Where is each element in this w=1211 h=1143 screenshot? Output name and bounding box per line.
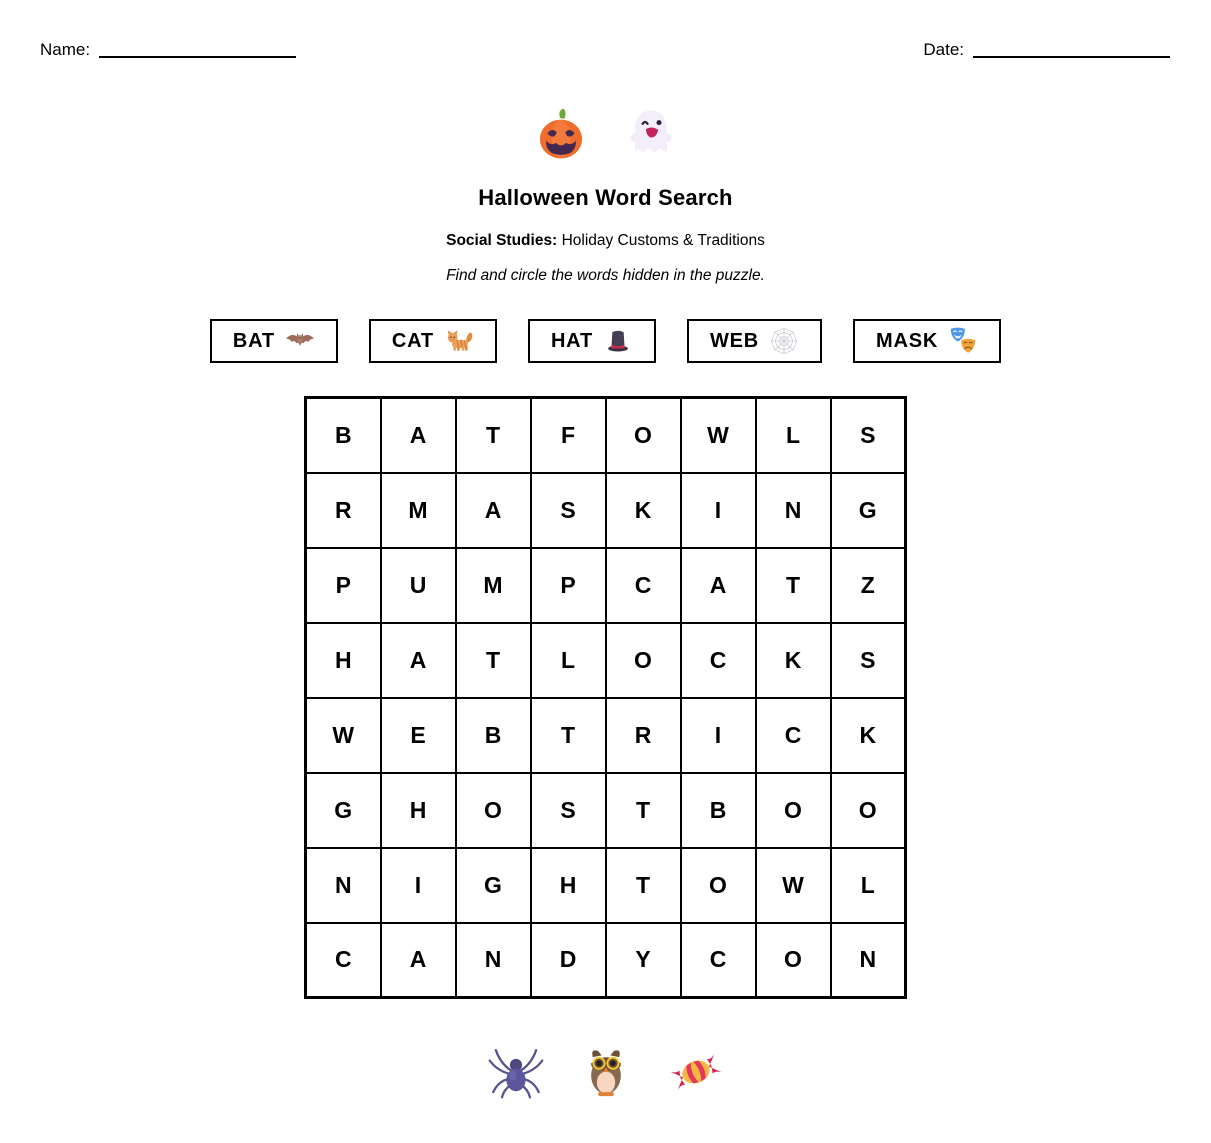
word-label: HAT xyxy=(550,329,593,352)
grid-cell-r7c3[interactable]: G xyxy=(456,848,531,923)
theater-masks-emoji xyxy=(948,326,978,356)
grid-cell-r6c6[interactable]: B xyxy=(681,773,756,848)
grid-cell-r1c8[interactable]: S xyxy=(831,398,906,473)
grid-cell-r1c7[interactable]: L xyxy=(756,398,831,473)
worksheet-title: Halloween Word Search xyxy=(478,185,733,210)
grid-cell-r4c4[interactable]: L xyxy=(531,623,606,698)
grid-row-8 xyxy=(306,923,906,998)
subject-label: Social Studies: xyxy=(446,232,558,249)
word-box-bat xyxy=(210,319,338,363)
word-box-cat xyxy=(369,319,497,363)
name-label: Name: xyxy=(40,40,91,59)
name-line[interactable] xyxy=(99,52,296,58)
jack-o-lantern-emoji xyxy=(534,105,588,163)
grid-cell-r3c6[interactable]: A xyxy=(681,548,756,623)
grid-cell-r8c3[interactable]: N xyxy=(456,923,531,998)
footer-emojis xyxy=(0,1043,1211,1101)
grid-cell-r6c4[interactable]: S xyxy=(531,773,606,848)
grid-cell-r4c5[interactable]: O xyxy=(606,623,681,698)
grid-cell-r7c7[interactable]: W xyxy=(756,848,831,923)
grid-cell-r3c2[interactable]: U xyxy=(381,548,456,623)
grid-cell-r4c2[interactable]: A xyxy=(381,623,456,698)
grid-cell-r6c3[interactable]: O xyxy=(456,773,531,848)
subject-value: Holiday Customs & Traditions xyxy=(561,232,765,249)
word-bank xyxy=(0,319,1211,363)
grid-cell-r6c2[interactable]: H xyxy=(381,773,456,848)
grid-cell-r1c6[interactable]: W xyxy=(681,398,756,473)
subject-line xyxy=(0,232,1211,250)
header-emojis xyxy=(0,105,1211,163)
bat-emoji xyxy=(285,326,315,356)
grid-cell-r3c3[interactable]: M xyxy=(456,548,531,623)
grid-cell-r7c8[interactable]: L xyxy=(831,848,906,923)
grid-cell-r2c8[interactable]: G xyxy=(831,473,906,548)
grid-cell-r7c1[interactable]: N xyxy=(306,848,381,923)
word-label: CAT xyxy=(391,329,434,352)
grid-cell-r5c5[interactable]: R xyxy=(606,698,681,773)
grid-cell-r3c7[interactable]: T xyxy=(756,548,831,623)
grid-cell-r8c5[interactable]: Y xyxy=(606,923,681,998)
grid-cell-r2c4[interactable]: S xyxy=(531,473,606,548)
grid-cell-r8c2[interactable]: A xyxy=(381,923,456,998)
grid-cell-r4c6[interactable]: C xyxy=(681,623,756,698)
grid-cell-r2c7[interactable]: N xyxy=(756,473,831,548)
date-field xyxy=(923,40,1170,59)
date-label: Date: xyxy=(923,40,964,59)
date-line[interactable] xyxy=(973,52,1170,58)
grid-cell-r1c4[interactable]: F xyxy=(531,398,606,473)
grid-row-1 xyxy=(306,398,906,473)
grid-row-4 xyxy=(306,623,906,698)
word-box-hat xyxy=(528,319,656,363)
top-hat-emoji xyxy=(603,326,633,356)
grid-cell-r4c8[interactable]: S xyxy=(831,623,906,698)
grid-cell-r5c2[interactable]: E xyxy=(381,698,456,773)
grid-cell-r2c5[interactable]: K xyxy=(606,473,681,548)
grid-cell-r7c6[interactable]: O xyxy=(681,848,756,923)
grid-cell-r5c6[interactable]: I xyxy=(681,698,756,773)
spider-emoji xyxy=(488,1043,544,1101)
candy-emoji xyxy=(668,1043,724,1101)
grid-cell-r1c1[interactable]: B xyxy=(306,398,381,473)
grid-cell-r1c5[interactable]: O xyxy=(606,398,681,473)
grid-row-3 xyxy=(306,548,906,623)
grid-cell-r6c1[interactable]: G xyxy=(306,773,381,848)
grid-cell-r8c8[interactable]: N xyxy=(831,923,906,998)
word-label: MASK xyxy=(876,329,939,352)
name-field xyxy=(40,40,296,59)
grid-cell-r5c1[interactable]: W xyxy=(306,698,381,773)
grid-row-5 xyxy=(306,698,906,773)
grid-cell-r8c6[interactable]: C xyxy=(681,923,756,998)
grid-cell-r8c1[interactable]: C xyxy=(306,923,381,998)
word-box-mask xyxy=(853,319,1001,363)
grid-cell-r3c5[interactable]: C xyxy=(606,548,681,623)
word-label: WEB xyxy=(709,329,760,352)
grid-cell-r2c3[interactable]: A xyxy=(456,473,531,548)
grid-cell-r6c8[interactable]: O xyxy=(831,773,906,848)
owl-emoji xyxy=(578,1043,634,1101)
grid-cell-r7c2[interactable]: I xyxy=(381,848,456,923)
grid-cell-r2c2[interactable]: M xyxy=(381,473,456,548)
grid-cell-r5c8[interactable]: K xyxy=(831,698,906,773)
grid-cell-r5c3[interactable]: B xyxy=(456,698,531,773)
grid-cell-r2c6[interactable]: I xyxy=(681,473,756,548)
puzzle-grid xyxy=(304,396,907,999)
word-label: BAT xyxy=(232,329,275,352)
grid-cell-r4c1[interactable]: H xyxy=(306,623,381,698)
name-date-row xyxy=(0,0,1211,59)
grid-cell-r5c7[interactable]: C xyxy=(756,698,831,773)
grid-cell-r3c1[interactable]: P xyxy=(306,548,381,623)
grid-cell-r4c7[interactable]: K xyxy=(756,623,831,698)
grid-cell-r7c5[interactable]: T xyxy=(606,848,681,923)
cat-emoji xyxy=(444,326,474,356)
grid-cell-r6c5[interactable]: T xyxy=(606,773,681,848)
grid-row-7 xyxy=(306,848,906,923)
grid-cell-r2c1[interactable]: R xyxy=(306,473,381,548)
instructions: Find and circle the words hidden in the puzzle. xyxy=(446,267,765,284)
word-box-web xyxy=(687,319,822,363)
grid-cell-r1c2[interactable]: A xyxy=(381,398,456,473)
grid-cell-r5c4[interactable]: T xyxy=(531,698,606,773)
grid-cell-r4c3[interactable]: T xyxy=(456,623,531,698)
grid-cell-r1c3[interactable]: T xyxy=(456,398,531,473)
grid-row-2 xyxy=(306,473,906,548)
grid-cell-r7c4[interactable]: H xyxy=(531,848,606,923)
grid-cell-r8c7[interactable]: O xyxy=(756,923,831,998)
grid-row-6 xyxy=(306,773,906,848)
grid-cell-r8c4[interactable]: D xyxy=(531,923,606,998)
spider-web-emoji xyxy=(769,326,799,356)
grid-cell-r3c4[interactable]: P xyxy=(531,548,606,623)
ghost-emoji xyxy=(624,105,678,163)
grid-cell-r6c7[interactable]: O xyxy=(756,773,831,848)
grid-cell-r3c8[interactable]: Z xyxy=(831,548,906,623)
